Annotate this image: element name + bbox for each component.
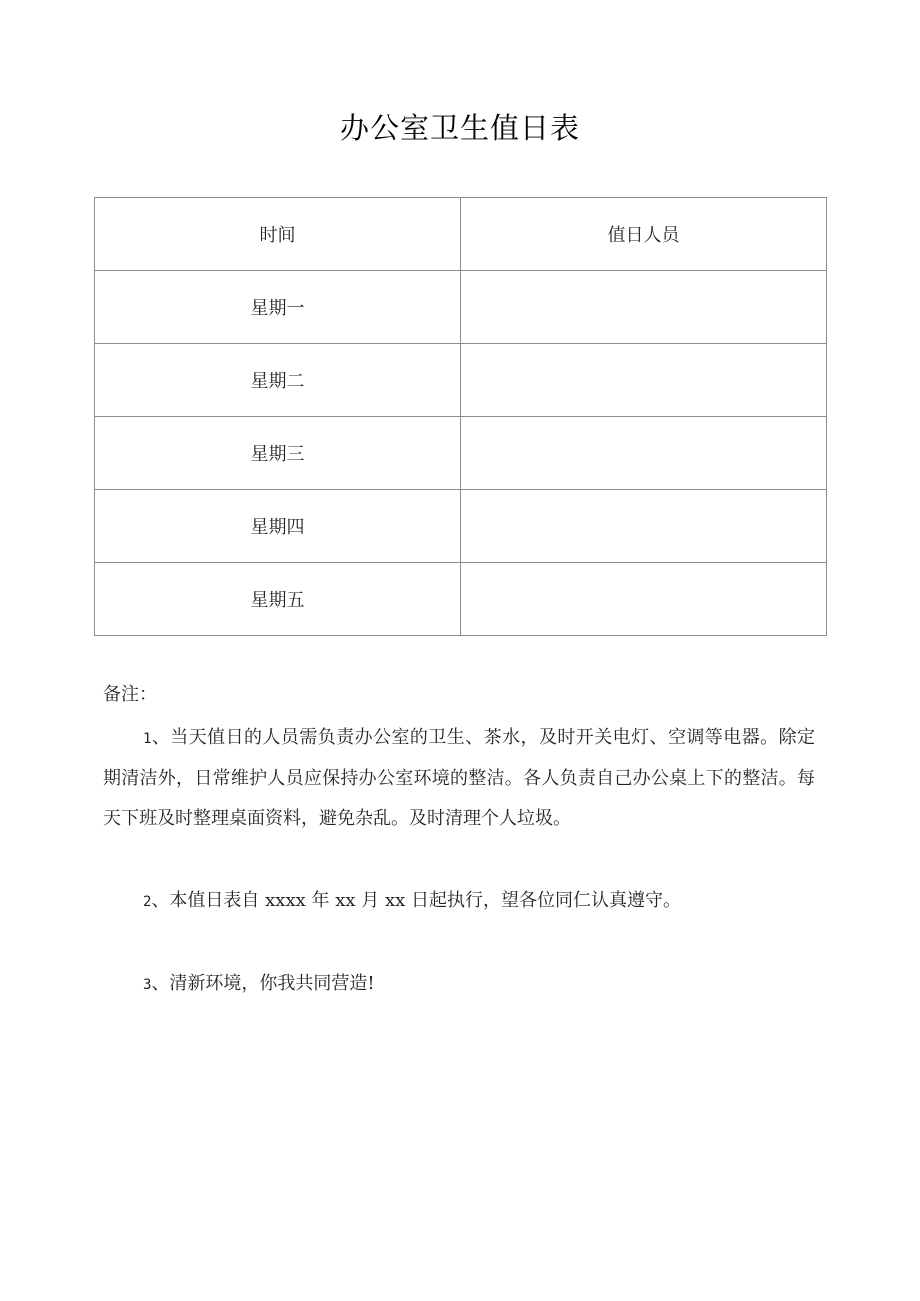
table-row	[95, 417, 827, 490]
day-cell: 星期五	[95, 563, 461, 636]
day-cell: 星期三	[95, 417, 461, 490]
header-time: 时间	[95, 198, 461, 271]
note-item-2	[103, 881, 815, 922]
table-row	[95, 344, 827, 417]
table-row	[95, 563, 827, 636]
table-header-row	[95, 198, 827, 271]
staff-cell[interactable]	[461, 344, 827, 417]
day-cell: 星期四	[95, 490, 461, 563]
day-cell: 星期二	[95, 344, 461, 417]
duty-roster-table	[94, 197, 827, 636]
staff-cell[interactable]	[461, 271, 827, 344]
table-row	[95, 490, 827, 563]
note-text: 、本值日表自 xxxx 年 xx 月 xx 日起执行，望各位同仁认真遵守。	[151, 890, 681, 911]
note-number: 2	[143, 894, 152, 910]
note-text: 、清新环境，你我共同营造!	[151, 973, 375, 994]
staff-cell[interactable]	[461, 563, 827, 636]
note-number: 3	[143, 977, 152, 993]
header-staff: 值日人员	[461, 198, 827, 271]
day-cell: 星期一	[95, 271, 461, 344]
table-row	[95, 271, 827, 344]
staff-cell[interactable]	[461, 417, 827, 490]
note-text: 、当天值日的人员需负责办公室的卫生、茶水，及时开关电灯、空调等电器。除定期清洁外，日常维护人员应保持办公室环境的整洁。各人负责自己办公桌上下的整洁。每天下班及时整理桌面资料，避免杂乱。及时清理个人垃圾。	[103, 727, 815, 829]
notes-section	[103, 678, 815, 1005]
page-title: 办公室卫生值日表	[339, 111, 580, 145]
staff-cell[interactable]	[461, 490, 827, 563]
note-item-1	[103, 718, 815, 839]
notes-label: 备注：	[103, 684, 157, 705]
note-number: 1	[143, 731, 152, 747]
note-item-3	[103, 964, 815, 1005]
